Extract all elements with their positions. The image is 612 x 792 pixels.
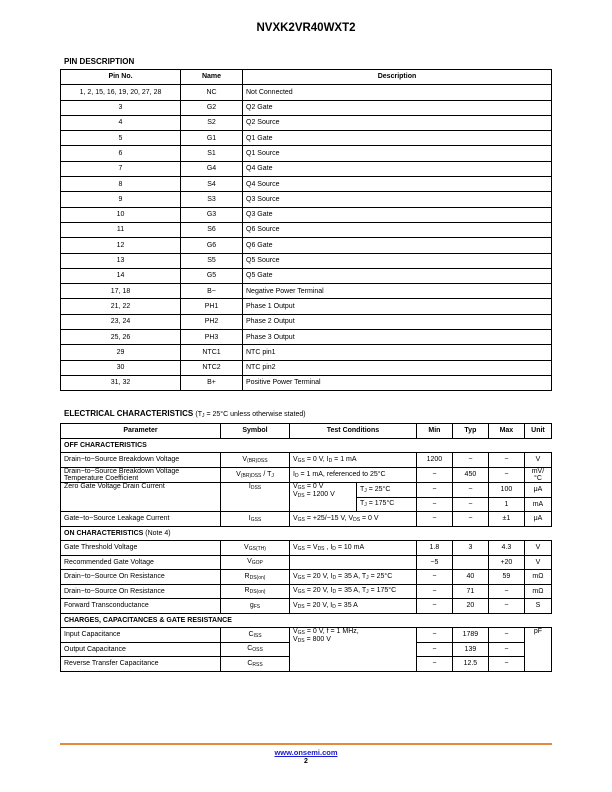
- symbol: $V_{GOP}$: [221, 555, 290, 570]
- symbol: $C_{RSS}$: [221, 657, 290, 672]
- conditions: [290, 555, 417, 570]
- pin-no: 12: [61, 238, 181, 253]
- pin-description: NTC pin2: [243, 360, 552, 375]
- pin-description: Q3 Gate: [243, 207, 552, 222]
- conditions: $V_{GS} = 20$ V, $I_D = 35$ A, $T_J = 25^\circ C$: [290, 570, 417, 585]
- conditions: $I_D = 1$ mA, referenced to 25°C: [290, 467, 417, 483]
- group-cap: [61, 613, 552, 628]
- pin-name: G4: [181, 161, 243, 176]
- min: −: [416, 584, 452, 599]
- pin-name: G5: [181, 268, 243, 283]
- group-cap-label: CHARGES, CAPACITANCES & GATE RESISTANCE: [61, 613, 552, 628]
- pin-description: Q6 Source: [243, 222, 552, 237]
- pin-description: Phase 2 Output: [243, 314, 552, 329]
- pin-description: Q4 Gate: [243, 161, 552, 176]
- pin-name: S3: [181, 192, 243, 207]
- pin-description: Not Connected: [243, 85, 552, 100]
- typ: 40: [452, 570, 488, 585]
- elec-condition: ($T_J = 25^\circ C$ unless otherwise stated): [195, 411, 306, 419]
- pin-row: [61, 131, 552, 146]
- col-parameter: Parameter: [61, 424, 221, 439]
- param: Drain−to−Source On Resistance: [61, 584, 221, 599]
- pin-no: 23, 24: [61, 314, 181, 329]
- pin-name: B+: [181, 375, 243, 390]
- min: −: [416, 483, 452, 498]
- pin-no: 9: [61, 192, 181, 207]
- pin-row: [61, 192, 552, 207]
- pin-row: [61, 314, 552, 329]
- param: Drain−to−Source On Resistance: [61, 570, 221, 585]
- pin-no: 17, 18: [61, 284, 181, 299]
- row-rds-175: [61, 584, 552, 599]
- pin-row: [61, 253, 552, 268]
- symbol: $C_{OSS}$: [221, 642, 290, 657]
- max: −: [488, 628, 524, 643]
- col-max: Max: [488, 424, 524, 439]
- pin-description: Q3 Source: [243, 192, 552, 207]
- elec-title: ELECTRICAL CHARACTERISTICS: [64, 409, 194, 418]
- param: Zero Gate Voltage Drain Current: [61, 483, 221, 512]
- min: 1.8: [416, 541, 452, 556]
- param: Reverse Transfer Capacitance: [61, 657, 221, 672]
- min: −: [416, 657, 452, 672]
- unit: pF: [524, 628, 551, 672]
- unit: mΩ: [524, 570, 551, 585]
- pin-no: 8: [61, 177, 181, 192]
- pin-description: Q4 Source: [243, 177, 552, 192]
- unit: V: [524, 541, 551, 556]
- param: Gate−to−Source Leakage Current: [61, 512, 221, 527]
- group-on: [61, 526, 552, 541]
- pin-description: Negative Power Terminal: [243, 284, 552, 299]
- row-vth: [61, 541, 552, 556]
- pin-name: G2: [181, 100, 243, 115]
- pin-description: Q5 Source: [243, 253, 552, 268]
- pin-no: 21, 22: [61, 299, 181, 314]
- pin-description: NTC pin1: [243, 345, 552, 360]
- pin-row: [61, 360, 552, 375]
- min: −: [416, 467, 452, 483]
- group-on-label: ON CHARACTERISTICS (Note 4): [61, 526, 552, 541]
- pin-name: NTC1: [181, 345, 243, 360]
- typ: 12.5: [452, 657, 488, 672]
- pin-row: [61, 161, 552, 176]
- min: −: [416, 642, 452, 657]
- max: −: [488, 657, 524, 672]
- pin-row: [61, 299, 552, 314]
- unit: μA: [524, 512, 551, 527]
- max: +20: [488, 555, 524, 570]
- param: Gate Threshold Voltage: [61, 541, 221, 556]
- pin-name: S4: [181, 177, 243, 192]
- row-bvdss: [61, 453, 552, 468]
- max: −: [488, 584, 524, 599]
- col-min: Min: [416, 424, 452, 439]
- pin-name: S1: [181, 146, 243, 161]
- param: Recommended Gate Voltage: [61, 555, 221, 570]
- pin-no: 30: [61, 360, 181, 375]
- row-rds-25: [61, 570, 552, 585]
- col-description: Description: [243, 70, 552, 85]
- pin-description: Q1 Gate: [243, 131, 552, 146]
- pin-no: 31, 32: [61, 375, 181, 390]
- pin-name: PH1: [181, 299, 243, 314]
- param: Output Capacitance: [61, 642, 221, 657]
- row-bvtc: [61, 467, 552, 483]
- min: −: [416, 628, 452, 643]
- electrical-characteristics-table: [60, 423, 552, 672]
- conditions: $V_{GS} = 20$ V, $I_D = 35$ A, $T_J = 175^\circ C$: [290, 584, 417, 599]
- pin-row: [61, 85, 552, 100]
- pin-no: 13: [61, 253, 181, 268]
- pin-row: [61, 330, 552, 345]
- pin-row: [61, 238, 552, 253]
- conditions: $V_{GS} = 0$ V, f = 1 MHz, $V_{DS} = 800$ V: [290, 628, 417, 672]
- max: −: [488, 467, 524, 483]
- typ: 139: [452, 642, 488, 657]
- pin-row: [61, 100, 552, 115]
- pin-no: 3: [61, 100, 181, 115]
- pin-description: Q5 Gate: [243, 268, 552, 283]
- pin-description: Q6 Gate: [243, 238, 552, 253]
- pin-no: 11: [61, 222, 181, 237]
- pin-row: [61, 284, 552, 299]
- pin-no: 1, 2, 15, 16, 19, 20, 27, 28: [61, 85, 181, 100]
- pin-description: Q1 Source: [243, 146, 552, 161]
- pin-description-heading: PIN DESCRIPTION: [64, 57, 135, 66]
- pin-no: 10: [61, 207, 181, 222]
- typ: 71: [452, 584, 488, 599]
- col-name: Name: [181, 70, 243, 85]
- page-number: 2: [304, 758, 308, 765]
- conditions-tj: $T_J = 175^\circ C$: [357, 497, 417, 512]
- conditions: $V_{GS} = +25/-15$ V, $V_{DS} = 0$ V: [290, 512, 417, 527]
- pin-description: Phase 3 Output: [243, 330, 552, 345]
- typ: −: [452, 497, 488, 512]
- pin-name: S5: [181, 253, 243, 268]
- pin-row: [61, 177, 552, 192]
- pin-row: [61, 345, 552, 360]
- conditions: $V_{DS} = 20$ V, $I_D = 35$ A: [290, 599, 417, 614]
- pin-description: Phase 1 Output: [243, 299, 552, 314]
- pin-name: PH3: [181, 330, 243, 345]
- pin-description: Q2 Source: [243, 115, 552, 130]
- pin-name: NC: [181, 85, 243, 100]
- param: Forward Transconductance: [61, 599, 221, 614]
- min: −: [416, 497, 452, 512]
- typ: [452, 555, 488, 570]
- pin-no: 6: [61, 146, 181, 161]
- group-off-label: OFF CHARACTERISTICS: [61, 438, 552, 453]
- param: Drain−to−Source Breakdown Voltage: [61, 453, 221, 468]
- pin-description-table: [60, 69, 552, 391]
- unit: μA: [524, 483, 551, 498]
- symbol: $V_{(BR)DSS} / T_J$: [221, 467, 290, 483]
- col-unit: Unit: [524, 424, 551, 439]
- row-gfs: [61, 599, 552, 614]
- min: −: [416, 599, 452, 614]
- unit: V: [524, 555, 551, 570]
- pin-table-header: [61, 70, 552, 85]
- typ: 450: [452, 467, 488, 483]
- typ: 3: [452, 541, 488, 556]
- min: −: [416, 570, 452, 585]
- footer-website-link[interactable]: www.onsemi.com: [274, 748, 338, 757]
- min: 1200: [416, 453, 452, 468]
- pin-name: S6: [181, 222, 243, 237]
- unit: S: [524, 599, 551, 614]
- row-igss: [61, 512, 552, 527]
- pin-no: 25, 26: [61, 330, 181, 345]
- row-ciss: [61, 628, 552, 643]
- pin-name: PH2: [181, 314, 243, 329]
- electrical-characteristics-heading: [64, 409, 306, 419]
- unit: mA: [524, 497, 551, 512]
- row-idss-25: [61, 483, 552, 498]
- symbol: $V_{(BR)DSS}$: [221, 453, 290, 468]
- symbol: $I_{DSS}$: [221, 483, 290, 512]
- pin-name: NTC2: [181, 360, 243, 375]
- max: 1: [488, 497, 524, 512]
- conditions: $V_{GS} = 0$ V, $I_D = 1$ mA: [290, 453, 417, 468]
- pin-name: G1: [181, 131, 243, 146]
- pin-no: 4: [61, 115, 181, 130]
- conditions: $V_{GS} = V_{DS}$ , $I_D = 10$ mA: [290, 541, 417, 556]
- symbol: $C_{ISS}$: [221, 628, 290, 643]
- pin-no: 7: [61, 161, 181, 176]
- symbol: $V_{GS(TH)}$: [221, 541, 290, 556]
- typ: −: [452, 483, 488, 498]
- pin-no: 5: [61, 131, 181, 146]
- max: −: [488, 453, 524, 468]
- typ: 20: [452, 599, 488, 614]
- typ: −: [452, 512, 488, 527]
- max: 100: [488, 483, 524, 498]
- col-symbol: Symbol: [221, 424, 290, 439]
- param: Input Capacitance: [61, 628, 221, 643]
- pin-description: Q2 Gate: [243, 100, 552, 115]
- unit: V: [524, 453, 551, 468]
- pin-name: S2: [181, 115, 243, 130]
- symbol: $R_{DS(on)}$: [221, 584, 290, 599]
- pin-no: 29: [61, 345, 181, 360]
- row-vgop: [61, 555, 552, 570]
- pin-row: [61, 222, 552, 237]
- pin-row: [61, 207, 552, 222]
- pin-description: Positive Power Terminal: [243, 375, 552, 390]
- max: 59: [488, 570, 524, 585]
- max: −: [488, 642, 524, 657]
- group-off: [61, 438, 552, 453]
- pin-name: B−: [181, 284, 243, 299]
- col-pin-no: Pin No.: [61, 70, 181, 85]
- col-typ: Typ: [452, 424, 488, 439]
- max: −: [488, 599, 524, 614]
- typ: 1789: [452, 628, 488, 643]
- param: Drain−to−Source Breakdown Voltage Temperature Coefficient: [61, 467, 221, 483]
- conditions: $V_{GS} = 0$ V $V_{DS} = 1200$ V: [290, 483, 357, 512]
- pin-name: G3: [181, 207, 243, 222]
- conditions-tj: $T_J = 25^\circ C$: [357, 483, 417, 498]
- unit: mΩ: [524, 584, 551, 599]
- symbol: $I_{GSS}$: [221, 512, 290, 527]
- pin-row: [61, 268, 552, 283]
- pin-row: [61, 146, 552, 161]
- pin-name: G6: [181, 238, 243, 253]
- typ: −: [452, 453, 488, 468]
- unit: mV/°C: [524, 467, 551, 483]
- symbol: $R_{DS(on)}$: [221, 570, 290, 585]
- max: ±1: [488, 512, 524, 527]
- col-test-conditions: Test Conditions: [290, 424, 417, 439]
- footer-divider: [60, 743, 552, 745]
- symbol: $g_{FS}$: [221, 599, 290, 614]
- max: 4.3: [488, 541, 524, 556]
- page-title: NVXK2VR40WXT2: [256, 22, 356, 34]
- pin-row: [61, 375, 552, 390]
- pin-no: 14: [61, 268, 181, 283]
- pin-row: [61, 115, 552, 130]
- min: −5: [416, 555, 452, 570]
- min: −: [416, 512, 452, 527]
- elec-table-header: [61, 424, 552, 439]
